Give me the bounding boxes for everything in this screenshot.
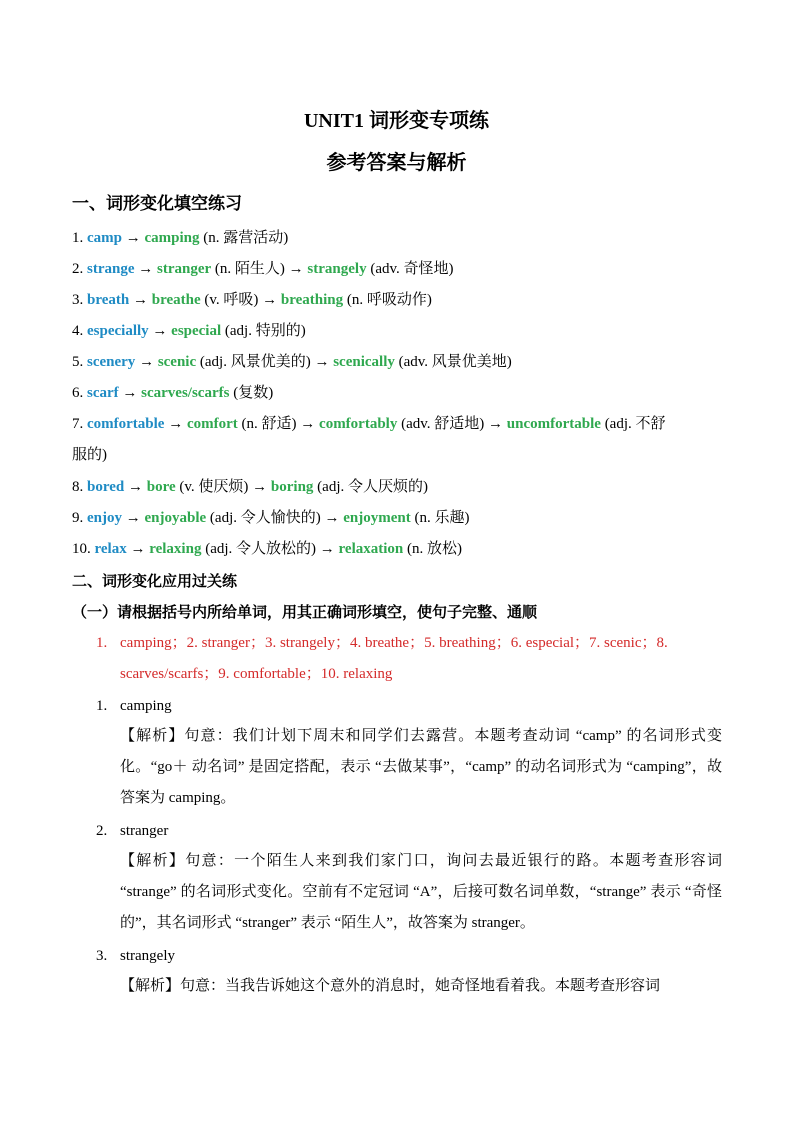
document-subtitle: 参考答案与解析 — [326, 152, 467, 174]
answer-key-line: scarves/scarfs；9. comfortable；10. relaxing — [120, 666, 393, 682]
list-item: 6. scarf → scarves/scarfs (复数) — [72, 385, 274, 401]
subsection-heading: （一）请根据括号内所给单词，用其正确词形填空，使句子完整、通顺 — [72, 605, 538, 621]
list-item: 9. enjoy → enjoyable (adj. 令人愉快的) → enjoyment (n. 乐趣) — [72, 510, 470, 526]
document-title: UNIT1 词形变专项练 — [303, 110, 489, 132]
answer-key-line: 1. camping；2. stranger；3. strangely；4. breathe；5. breathing；6. especial；7. scenic；8. — [96, 635, 668, 651]
list-item: 5. scenery → scenic (adj. 风景优美的) → scenically (adv. 风景优美地) — [72, 354, 512, 370]
explanation-item: 3. strangely — [96, 948, 175, 964]
explanation-text: 【解析】句意：当我告诉她这个意外的消息时，她奇怪地看着我。本题考查形容词 — [120, 978, 661, 994]
list-item-continued: 服的) — [72, 447, 107, 463]
list-item: 1. camp → camping (n. 露营活动) — [72, 230, 289, 246]
explanation-text: 【解析】句意：我们计划下周末和同学们去露营。本题考查动词 “camp” 的名词形式变化。“go＋ 动名词” 是固定搭配，表示 “去做某事”，“camp” 的动名词形式为 “camping”，故答案为 camping。 — [120, 728, 722, 806]
list-item: 10. relax → relaxing (adj. 令人放松的) → relaxation (n. 放松) — [72, 541, 462, 557]
list-item: 2. strange → stranger (n. 陌生人) → strangely (adv. 奇怪地) — [72, 261, 454, 277]
section-heading-1: 一、词形变化填空练习 — [72, 194, 242, 213]
explanation-item: 1. camping — [96, 698, 172, 714]
section-heading-2: 二、词形变化应用过关练 — [72, 574, 238, 590]
list-item: 8. bored → bore (v. 使厌烦) → boring (adj. 令人厌烦的) — [72, 479, 428, 495]
list-item: 4. especially → especial (adj. 特别的) — [72, 323, 306, 339]
explanation-text: 【解析】句意：一个陌生人来到我们家门口，询问去最近银行的路。本题考查形容词 “strange” 的名词形式变化。空前有不定冠词 “A”，后接可数名词单数，“strange” 表示 “奇怪的”，其名词形式 “stranger” 表示 “陌生人”，故答案为 stranger。 — [120, 853, 722, 931]
explanation-item: 2. stranger — [96, 823, 169, 839]
list-item: 3. breath → breathe (v. 呼吸) → breathing (n. 呼吸动作) — [72, 292, 432, 308]
list-item: 7. comfortable → comfort (n. 舒适) → comfortably (adv. 舒适地) → uncomfortable (adj. 不舒 — [72, 416, 666, 432]
